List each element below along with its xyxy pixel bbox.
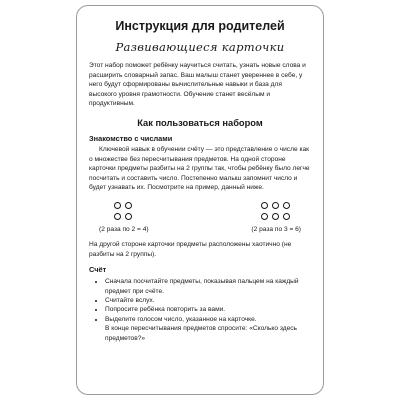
example-left	[99, 201, 149, 233]
list-item: • Выделите голосом число, указанное на карточке.	[105, 315, 311, 324]
circle-icon	[283, 202, 290, 209]
count-heading: Счёт	[89, 265, 107, 275]
other-side-paragraph: На другой стороне карточки предметы расположены хаотично (не разбиты на 2 группы).	[89, 240, 292, 258]
circle-group-four	[113, 201, 134, 222]
circle-icon	[283, 213, 290, 220]
count-list	[89, 277, 311, 324]
circle-icon	[261, 213, 268, 220]
list-item: • Считайте вслух.	[105, 296, 311, 305]
circle-icon	[272, 202, 279, 209]
list-item: • Сначала посчитайте предметы, показывая пальцем на каждый предмет при счёте.	[105, 277, 311, 296]
example-right	[251, 201, 301, 233]
circle-icon	[125, 213, 132, 220]
examples-row	[89, 201, 311, 233]
example-left-caption: (2 раза по 2 = 4)	[99, 225, 149, 233]
card-subtitle: Развивающиеся карточки	[115, 40, 285, 54]
intro-paragraph: Этот набор поможет ребёнку научиться считать, узнать новые слова и расширить словарный запас. Ваш малыш станет увереннее в себе, у него будут сформированы вычислительные навыки и база для высокого уровня грамотности. Обучение станет весёлым и продуктивным.	[89, 62, 306, 108]
count-tail-text: В конце пересчитывания предметов спросите: «Сколько здесь предметов?»	[105, 325, 297, 342]
how-to-heading: Как пользоваться набором	[137, 117, 263, 128]
list-item: • Попросите ребёнка повторить за вами.	[105, 305, 311, 314]
circle-icon	[125, 202, 132, 209]
circle-icon	[114, 213, 121, 220]
circle-icon	[272, 213, 279, 220]
circle-icon	[261, 202, 268, 209]
numbers-paragraph: Ключевой навык в обучении счёту — это представление о числе как о множестве без пересчитывания предметов. На одной стороне карточки предметы разбиты на 2 группы так, чтобы ребёнку было легче посчитать и составить число. Постепенно малыш запомнит число и будет узнавать их. Посмотрите на пример, данный ниже.	[89, 145, 310, 192]
card-title: Инструкция для родителей	[115, 19, 285, 33]
circle-icon	[114, 202, 121, 209]
circle-group-six	[260, 201, 292, 222]
instruction-card	[76, 5, 324, 395]
example-right-caption: (2 раза по 3 = 6)	[251, 225, 301, 233]
numbers-heading: Знакомство с числами	[89, 133, 173, 143]
